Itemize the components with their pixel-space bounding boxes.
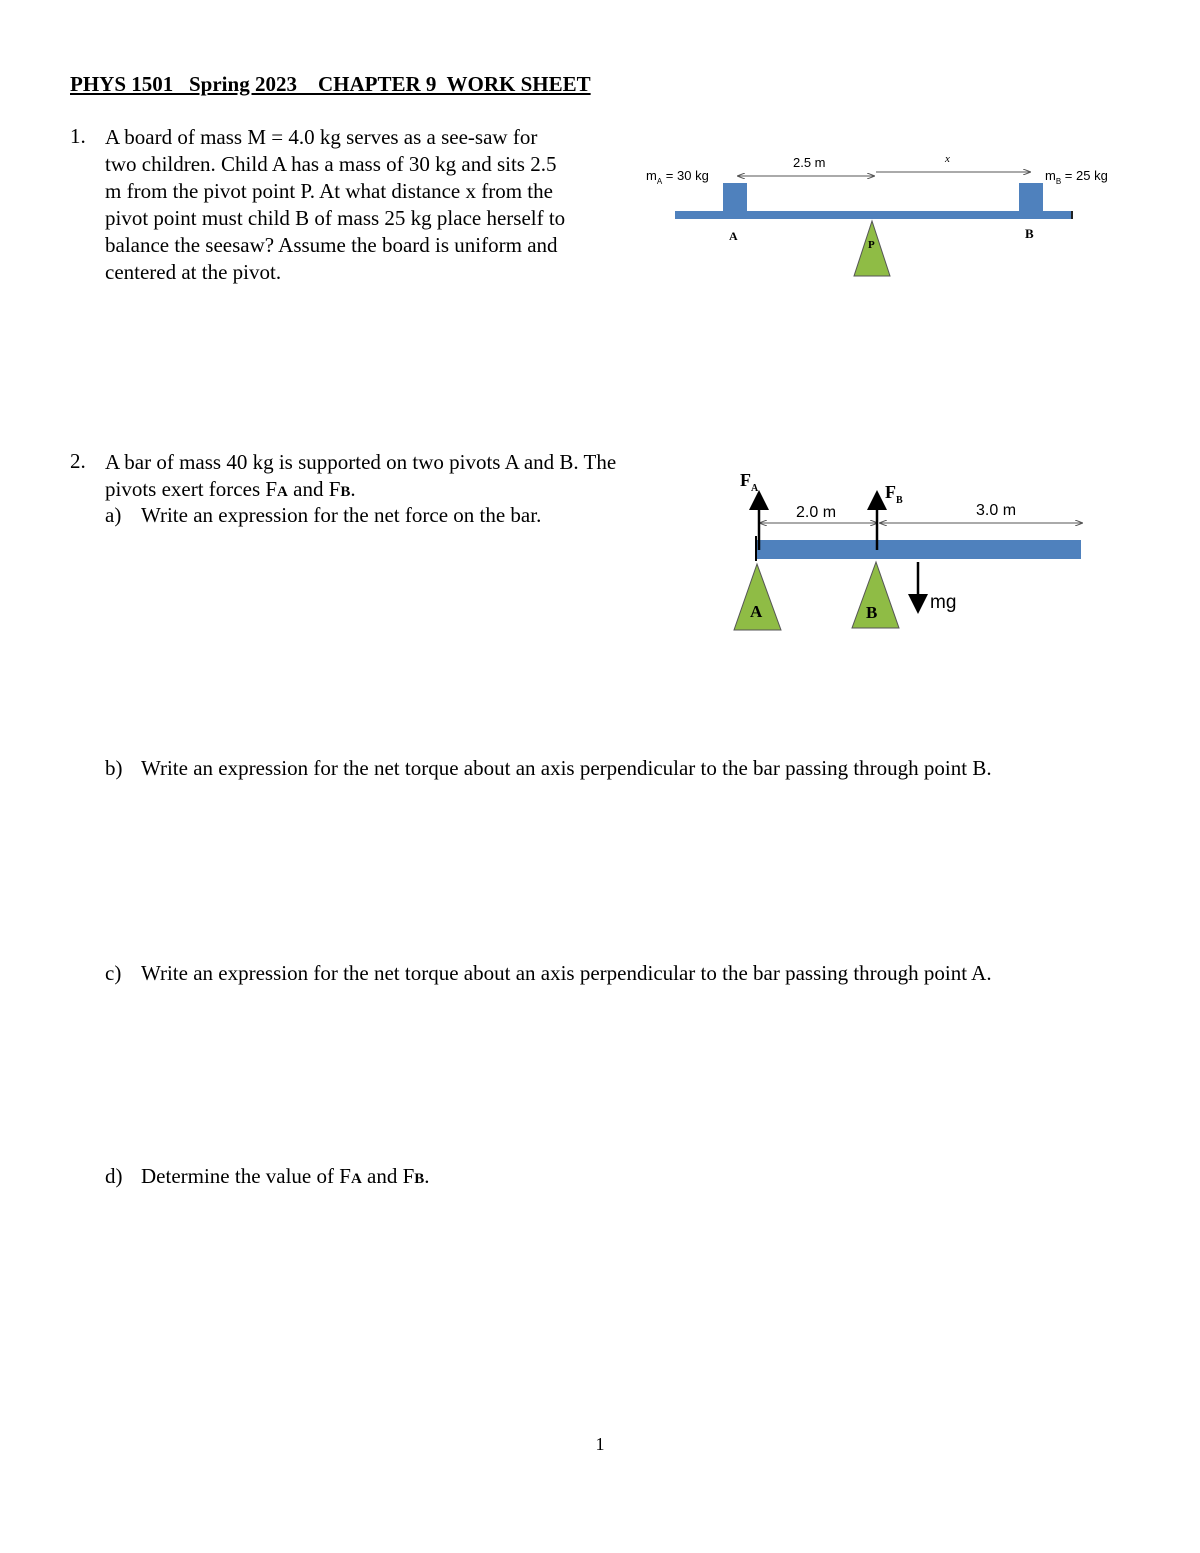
child-b-block <box>1019 183 1043 211</box>
page-title: PHYS 1501 Spring 2023 CHAPTER 9 WORK SHEET <box>70 72 591 96</box>
distance-x-label: x <box>945 153 950 165</box>
pivot-b-label: B <box>866 603 878 622</box>
pivot-a-label: A <box>750 602 763 621</box>
distance-b-end-label: 3.0 m <box>976 502 1017 519</box>
seesaw-board <box>675 211 1073 219</box>
part-label: a) <box>105 503 122 527</box>
part-label: d) <box>105 1164 123 1188</box>
part-label: c) <box>105 961 122 985</box>
point-b-label: B <box>1025 226 1034 241</box>
question-1-number: 1. <box>70 124 86 148</box>
part-text: Write an expression for the net force on the bar. <box>141 503 542 527</box>
child-a-block <box>723 183 747 211</box>
part-label: b) <box>105 756 123 780</box>
question-1-line: A board of mass M = 4.0 kg serves as a see-saw for <box>105 125 538 149</box>
mass-b-label: $m_B = 25$ kg <box>1045 168 1108 186</box>
distance-a-label: 2.5 m <box>793 155 826 170</box>
question-1-line: two children. Child A has a mass of 30 kg and sits 2.5 <box>105 152 557 176</box>
bar-diagram <box>0 440 1200 650</box>
distance-ab-label: 2.0 m <box>796 504 837 521</box>
question-2-line: A bar of mass 40 kg is supported on two pivots A and B. The <box>105 450 617 474</box>
part-d: d) Determine the value of FA and FB. <box>105 1164 430 1188</box>
question-1-line: pivot point must child B of mass 25 kg place herself to <box>105 206 566 230</box>
seesaw-diagram <box>0 0 1200 300</box>
weight-label: mg <box>930 592 957 613</box>
question-2-line: pivots exert forces FA and FB. <box>105 477 356 501</box>
force-a-label: $F_A$ <box>740 470 759 494</box>
question-1-line: centered at the pivot. <box>105 260 282 284</box>
question-1-line: m from the pivot point P. At what distance x from the <box>105 179 553 203</box>
part-text: Write an expression for the net torque about an axis perpendicular to the bar passing through point B. <box>141 756 992 780</box>
question-1-line: balance the seesaw? Assume the board is uniform and <box>105 233 558 257</box>
part-c <box>105 961 992 986</box>
question-2-number: 2. <box>70 449 86 473</box>
force-b-label: $F_B$ <box>885 482 903 506</box>
mass-a-label: $m_A = 30$ kg <box>646 168 709 186</box>
point-a-label: A <box>729 229 738 243</box>
part-b <box>105 756 992 781</box>
pivot-p-label: P <box>868 239 875 251</box>
bar <box>756 540 1081 559</box>
part-text: Write an expression for the net torque about an axis perpendicular to the bar passing through point A. <box>141 961 992 985</box>
page-number: 1 <box>595 1434 605 1454</box>
